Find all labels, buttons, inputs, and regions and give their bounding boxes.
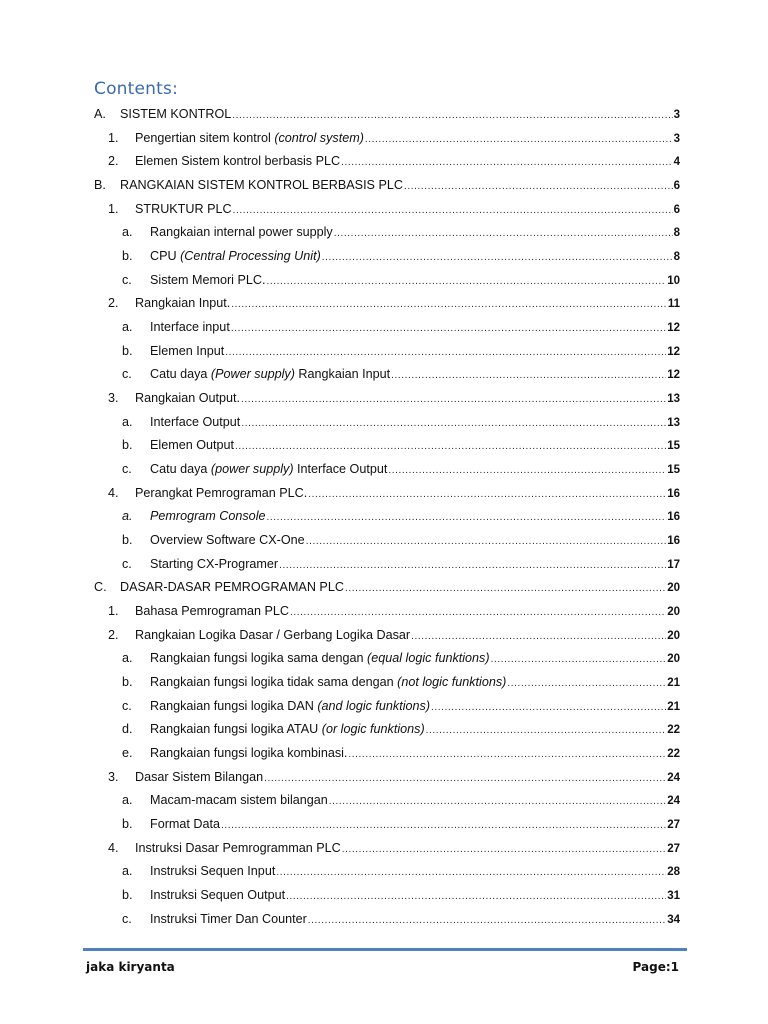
- toc-entry-number: 3.: [108, 391, 119, 406]
- toc-entry-number: a.: [122, 509, 133, 524]
- toc-entry-page: 12: [667, 369, 680, 382]
- toc-leader-dots: [306, 532, 667, 552]
- toc-leader-dots: [334, 224, 673, 244]
- toc-entry-title: CPU (Central Processing Unit): [150, 249, 321, 264]
- toc-entry-number: b.: [122, 888, 133, 903]
- toc-entry[interactable]: [122, 364, 680, 384]
- toc-entry[interactable]: [108, 625, 680, 645]
- toc-entry-title: Perangkat Pemrograman PLC.: [135, 485, 308, 500]
- toc-leader-dots: [233, 201, 673, 221]
- toc-entry-number: 4.: [108, 485, 119, 500]
- toc-entry-page: 24: [667, 771, 680, 784]
- toc-entry[interactable]: [108, 483, 680, 503]
- toc-entry[interactable]: [108, 767, 680, 787]
- toc-entry-page: 16: [667, 535, 680, 548]
- toc-leader-dots: [404, 177, 673, 197]
- toc-entry[interactable]: [122, 530, 680, 550]
- toc-entry[interactable]: [122, 341, 680, 361]
- toc-entry-page: 12: [667, 345, 680, 358]
- toc-entry[interactable]: [108, 151, 680, 171]
- toc-entry-title: DASAR-DASAR PEMROGRAMAN PLC: [120, 580, 344, 595]
- toc-entry-title: Instruksi Sequen Output: [150, 888, 286, 903]
- toc-leader-dots: [507, 674, 666, 694]
- toc-entry[interactable]: [122, 861, 680, 881]
- toc-leader-dots: [491, 650, 667, 670]
- toc-entry-number: b.: [122, 817, 133, 832]
- toc-entry-page: 24: [667, 795, 680, 808]
- toc-entry-page: 15: [667, 440, 680, 453]
- footer-divider: [83, 948, 687, 951]
- toc-entry-number: c.: [122, 272, 132, 287]
- toc-entry-page: 3: [673, 109, 680, 121]
- toc-leader-dots: [342, 840, 666, 860]
- toc-entry-title: Elemen Input: [150, 343, 225, 358]
- toc-entry-page: 10: [667, 274, 680, 287]
- toc-entry[interactable]: [94, 175, 680, 195]
- toc-leader-dots: [286, 887, 666, 907]
- toc-entry[interactable]: [108, 128, 680, 148]
- toc-entry[interactable]: [122, 412, 680, 432]
- toc-entry-page: 20: [667, 582, 680, 595]
- toc-entry-title: Overview Software CX-One: [150, 533, 305, 548]
- toc-leader-dots: [279, 556, 666, 576]
- toc-entry[interactable]: [108, 838, 680, 858]
- toc-entry-number: 2.: [108, 627, 119, 642]
- toc-entry-page: 13: [667, 416, 680, 429]
- toc-leader-dots: [221, 816, 666, 836]
- toc-leader-dots: [341, 153, 673, 173]
- toc-entry-number: b.: [122, 438, 133, 453]
- toc-entry-page: 16: [667, 487, 680, 500]
- toc-entry-number: e.: [122, 746, 133, 761]
- toc-entry-title: Rangkaian fungsi logika tidak sama dengan (not logic funktions): [150, 675, 507, 690]
- toc-entry-title: Elemen Output: [150, 438, 235, 453]
- toc-entry-page: 28: [667, 866, 680, 879]
- toc-entry[interactable]: [122, 885, 680, 905]
- toc-entry-page: 13: [667, 393, 680, 406]
- toc-entry[interactable]: [122, 459, 680, 479]
- toc-entry-number: b.: [122, 343, 133, 358]
- toc-entry-number: B.: [94, 178, 106, 192]
- toc-entry-title: Instruksi Sequen Input: [150, 864, 276, 879]
- toc-entry-number: A.: [94, 107, 106, 121]
- toc-entry-title: Pemrogram Console: [150, 509, 266, 524]
- toc-entry-number: 4.: [108, 840, 119, 855]
- toc-entry-number: a.: [122, 864, 133, 879]
- toc-entry-page: 6: [673, 180, 680, 192]
- toc-leader-dots: [276, 863, 666, 883]
- toc-entry-title: Starting CX-Programer: [150, 556, 279, 571]
- toc-entry-number: 1.: [108, 201, 119, 216]
- toc-entry-title: Rangkaian Input.: [135, 296, 231, 311]
- toc-leader-dots: [232, 106, 672, 126]
- toc-entry-title: Sistem Memori PLC.: [150, 272, 266, 287]
- toc-entry-number: c.: [122, 556, 132, 571]
- toc-entry-title: Interface input: [150, 320, 230, 335]
- toc-entry-number: d.: [122, 722, 133, 737]
- toc-entry-page: 22: [667, 748, 680, 761]
- toc-leader-dots: [329, 792, 666, 812]
- toc-entry[interactable]: [122, 246, 680, 266]
- toc-entry-number: c.: [122, 367, 132, 382]
- toc-entry[interactable]: [122, 317, 680, 337]
- toc-entry-number: a.: [122, 651, 133, 666]
- toc-entry-page: 34: [667, 913, 680, 926]
- toc-entry[interactable]: [122, 719, 680, 739]
- toc-entry-number: 3.: [108, 769, 119, 784]
- toc-entry-title: Rangkaian fungsi logika sama dengan (equal logic funktions): [150, 651, 490, 666]
- toc-entry-number: b.: [122, 249, 133, 264]
- toc-entry-number: 2.: [108, 296, 119, 311]
- toc-entry-title: SISTEM KONTROL: [120, 107, 232, 121]
- toc-leader-dots: [411, 627, 666, 647]
- toc-entry-page: 16: [667, 511, 680, 524]
- toc-entry[interactable]: [108, 601, 680, 621]
- toc-entry-page: 12: [667, 322, 680, 335]
- toc-entry-number: b.: [122, 675, 133, 690]
- toc-entry-page: 15: [667, 464, 680, 477]
- toc-entry[interactable]: [122, 222, 680, 242]
- toc-entry-page: 20: [667, 653, 680, 666]
- toc-entry-title: Macam-macam sistem bilangan: [150, 793, 328, 808]
- toc-entry[interactable]: [122, 648, 680, 668]
- toc-entry[interactable]: [122, 814, 680, 834]
- toc-entry-number: C.: [94, 580, 107, 595]
- toc-leader-dots: [231, 295, 667, 315]
- toc-entry-page: 27: [667, 819, 680, 832]
- toc-entry-number: a.: [122, 793, 133, 808]
- toc-entry-number: b.: [122, 533, 133, 548]
- toc-entry-page: 8: [673, 251, 680, 264]
- toc-entry[interactable]: [108, 388, 680, 408]
- toc-entry-page: 27: [667, 842, 680, 855]
- toc-leader-dots: [345, 579, 666, 599]
- toc-entry-title: Elemen Sistem kontrol berbasis PLC: [135, 154, 341, 169]
- toc-heading: Contents:: [94, 79, 178, 99]
- toc-entry[interactable]: [122, 506, 680, 526]
- toc-entry-number: a.: [122, 225, 133, 240]
- toc-entry-title: Rangkaian Logika Dasar / Gerbang Logika Dasar: [135, 627, 411, 642]
- toc-entry-number: c.: [122, 462, 132, 477]
- toc-entry-title: Pengertian sitem kontrol (control system): [135, 130, 364, 145]
- toc-entry[interactable]: [122, 270, 680, 290]
- toc-entry[interactable]: [122, 743, 680, 763]
- toc-leader-dots: [290, 603, 666, 623]
- toc-leader-dots: [266, 272, 666, 292]
- toc-entry-title: Instruksi Dasar Pemrogramman PLC: [135, 840, 341, 855]
- toc-entry-number: 1.: [108, 604, 119, 619]
- toc-entry-title: Rangkaian fungsi logika kombinasi.: [150, 746, 348, 761]
- toc-entry[interactable]: [122, 909, 680, 929]
- toc-entry-page: 17: [667, 558, 680, 571]
- toc-leader-dots: [431, 698, 666, 718]
- toc-leader-dots: [391, 366, 666, 386]
- toc-leader-dots: [235, 437, 666, 457]
- toc-entry-page: 20: [667, 606, 680, 619]
- toc-entry-number: c.: [122, 698, 132, 713]
- toc-leader-dots: [308, 911, 666, 931]
- toc-entry-title: Catu daya (power supply) Interface Output: [150, 462, 388, 477]
- toc-entry-number: a.: [122, 414, 133, 429]
- toc-entry-number: c.: [122, 911, 132, 926]
- footer-page-number: Page:1: [632, 960, 679, 974]
- toc-leader-dots: [264, 769, 666, 789]
- toc-entry-title: RANGKAIAN SISTEM KONTROL BERBASIS PLC: [120, 178, 403, 192]
- toc-leader-dots: [231, 319, 666, 339]
- toc-entry-number: 2.: [108, 154, 119, 169]
- toc-entry-page: 4: [673, 156, 680, 169]
- toc-entry[interactable]: [122, 696, 680, 716]
- toc-entry-page: 3: [673, 132, 680, 145]
- toc-entry-title: Format Data: [150, 817, 220, 832]
- toc-entry-page: 6: [673, 203, 680, 216]
- toc-entry-page: 8: [673, 227, 680, 240]
- toc-leader-dots: [322, 248, 673, 268]
- toc-entry-title: Bahasa Pemrograman PLC: [135, 604, 290, 619]
- toc-leader-dots: [348, 745, 666, 765]
- toc-entry-page: 21: [667, 700, 680, 713]
- toc-entry-title: Dasar Sistem Bilangan: [135, 769, 264, 784]
- toc-entry-title: Rangkaian fungsi logika ATAU (or logic funktions): [150, 722, 425, 737]
- toc-entry[interactable]: [94, 104, 680, 124]
- toc-entry-title: Instruksi Timer Dan Counter: [150, 911, 307, 926]
- toc-leader-dots: [241, 414, 666, 434]
- toc-entry-title: Rangkaian fungsi logika DAN (and logic funktions): [150, 698, 431, 713]
- toc-entry-page: 21: [667, 677, 680, 690]
- toc-entry-number: 1.: [108, 130, 119, 145]
- toc-leader-dots: [267, 508, 667, 528]
- toc-leader-dots: [225, 343, 666, 363]
- toc-entry-page: 11: [667, 298, 680, 311]
- toc-entry-title: Catu daya (Power supply) Rangkaian Input: [150, 367, 391, 382]
- toc-entry[interactable]: [94, 577, 680, 597]
- toc-leader-dots: [365, 130, 673, 150]
- toc-entry-title: Interface Output: [150, 414, 241, 429]
- toc-leader-dots: [241, 390, 666, 410]
- toc-entry-page: 22: [667, 724, 680, 737]
- toc-entry[interactable]: [108, 199, 680, 219]
- toc-entry[interactable]: [108, 293, 680, 313]
- footer-author: jaka kiryanta: [86, 960, 175, 974]
- toc-entry[interactable]: [122, 790, 680, 810]
- toc-leader-dots: [426, 721, 667, 741]
- toc-entry-title: Rangkaian internal power supply: [150, 225, 333, 240]
- toc-entry[interactable]: [122, 672, 680, 692]
- toc-entry[interactable]: [122, 554, 680, 574]
- toc-entry-page: 31: [667, 890, 680, 903]
- toc-leader-dots: [308, 485, 666, 505]
- toc-entry[interactable]: [122, 435, 680, 455]
- toc-entry-number: a.: [122, 320, 133, 335]
- toc-entry-title: STRUKTUR PLC: [135, 201, 232, 216]
- toc-leader-dots: [388, 461, 666, 481]
- toc-entry-page: 20: [667, 629, 680, 642]
- toc-entry-title: Rangkaian Output.: [135, 391, 241, 406]
